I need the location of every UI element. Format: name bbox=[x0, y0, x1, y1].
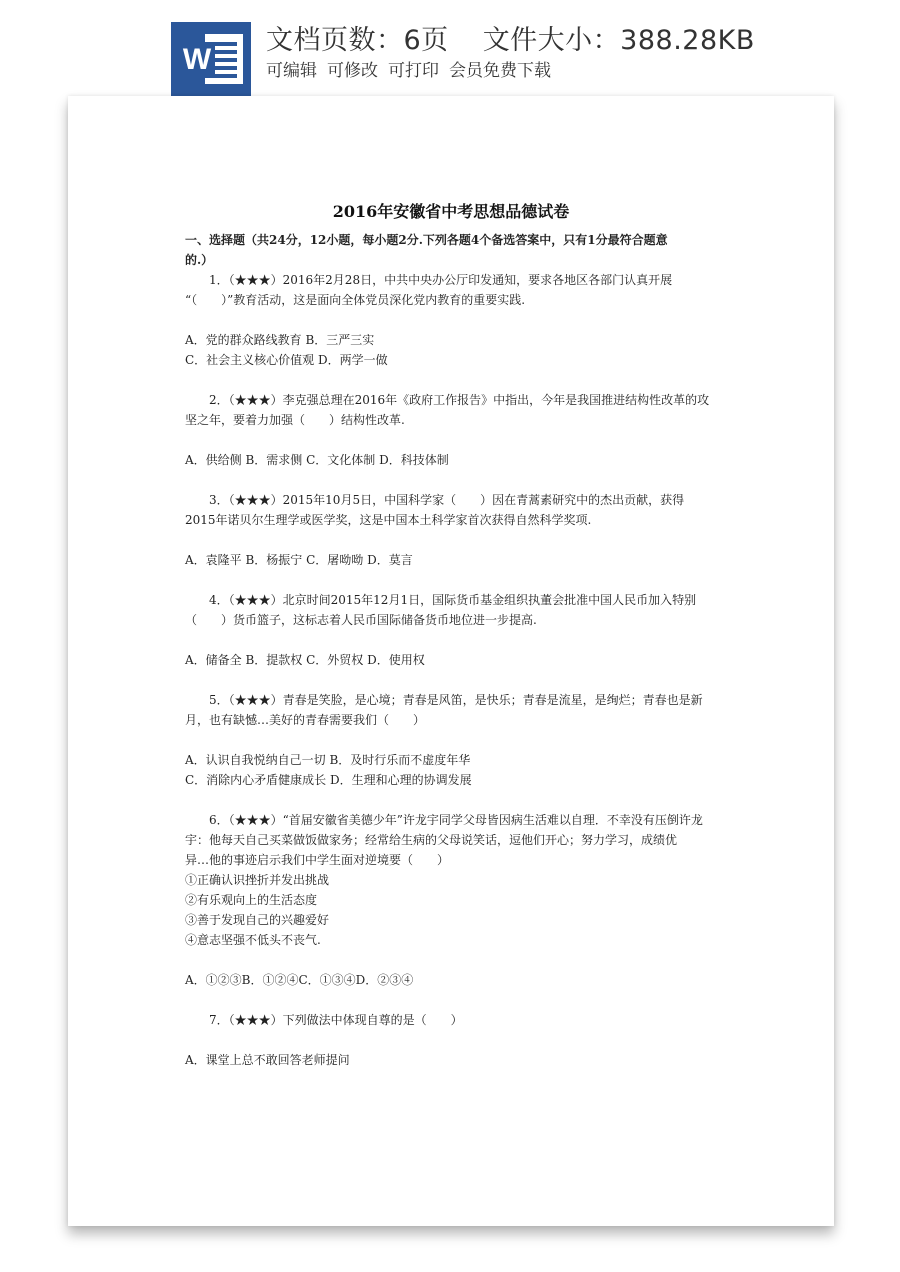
download-banner bbox=[0, 0, 900, 96]
word-doc-icon bbox=[171, 22, 251, 96]
question-6-item-3: ③善于发现自己的兴趣爱好 bbox=[185, 913, 330, 927]
question-6-item-4: ④意志坚强不低头不丧气. bbox=[185, 933, 321, 947]
file-size: 文件大小：388.28KB bbox=[482, 25, 755, 56]
feature-list bbox=[266, 56, 561, 81]
question-5-options-ab: A．认识自我悦纳自己一切 B．及时行乐而不虚度年华 bbox=[185, 753, 471, 767]
question-2: 2．（★★★）李克强总理在2016年《政府工作报告》中指出，今年是我国推进结构性改革的攻 bbox=[209, 393, 710, 407]
question-6-cont-2: 异…他的事迹启示我们中学生面对逆境要（ ） bbox=[185, 853, 450, 867]
feature-member-download: 会员免费下载 bbox=[449, 61, 551, 81]
question-5-cont: 月，也有缺憾…美好的青春需要我们（ ） bbox=[185, 713, 426, 727]
question-3-cont: 2015年诺贝尔生理学或医学奖，这是中国本土科学家首次获得自然科学奖项. bbox=[185, 513, 592, 527]
feature-modifiable: 可修改 bbox=[327, 61, 378, 81]
section-heading-cont: 的.） bbox=[185, 253, 214, 267]
question-1: 1．（★★★）2016年2月28日，中共中央办公厅印发通知，要求各地区各部门认真开展 bbox=[209, 273, 673, 287]
question-7: 7．（★★★）下列做法中体现自尊的是（ ） bbox=[209, 1013, 463, 1027]
question-6-item-2: ②有乐观向上的生活态度 bbox=[185, 893, 318, 907]
document-body bbox=[185, 230, 725, 1070]
question-1-options-ab: A．党的群众路线教育 B．三严三实 bbox=[185, 333, 375, 347]
section-heading: 一、选择题（共24分，12小题，每小题2分.下列各题4个备选答案中，只有1分最符合题意 bbox=[185, 233, 668, 247]
question-4-options: A．储备全 B．提款权 C．外贸权 D．使用权 bbox=[185, 653, 425, 667]
question-6-options: A．①②③B．①②④C．①③④D．②③④ bbox=[185, 973, 414, 987]
question-1-cont: “（ ）”教育活动，这是面向全体党员深化党内教育的重要实践. bbox=[185, 293, 526, 307]
question-2-options: A．供给侧 B．需求侧 C．文化体制 D．科技体制 bbox=[185, 453, 449, 467]
question-6: 6．（★★★）“首届安徽省美德少年”许龙宇同学父母皆因病生活难以自理．不幸没有压倒许龙 bbox=[209, 813, 703, 827]
page-count: 文档页数：6页 bbox=[266, 25, 449, 56]
question-6-item-1: ①正确认识挫折并发出挑战 bbox=[185, 873, 330, 887]
document-page bbox=[68, 96, 834, 1226]
question-4: 4．（★★★）北京时间2015年12月1日，国际货币基金组织执董会批准中国人民币加入特别 bbox=[209, 593, 697, 607]
word-letter: W bbox=[179, 42, 215, 78]
file-info bbox=[266, 18, 755, 57]
document-title: 2016年安徽省中考思想品德试卷 bbox=[332, 202, 570, 221]
question-4-cont: （ ）货币篮子，这标志着人民币国际储备货币地位进一步提高. bbox=[185, 613, 537, 627]
question-3-options: A．袁隆平 B．杨振宁 C．屠呦呦 D．莫言 bbox=[185, 553, 413, 567]
question-3: 3．（★★★）2015年10月5日，中国科学家（ ）因在青蒿素研究中的杰出贡献，获得 bbox=[209, 493, 685, 507]
question-5: 5．（★★★）青春是笑脸，是心境；青春是风笛，是快乐；青春是流星，是绚烂；青春也是新 bbox=[209, 693, 703, 707]
question-6-cont: 宇：他每天自己买菜做饭做家务；经常给生病的父母说笑话，逗他们开心；努力学习，成绩优 bbox=[185, 833, 678, 847]
question-5-options-cd: C．消除内心矛盾健康成长 D．生理和心理的协调发展 bbox=[185, 773, 472, 787]
question-2-cont: 坚之年，要着力加强（ ）结构性改革. bbox=[185, 413, 405, 427]
question-7-option-a: A．课堂上总不敢回答老师提问 bbox=[185, 1053, 350, 1067]
question-1-options-cd: C．社会主义核心价值观 D．两学一做 bbox=[185, 353, 388, 367]
feature-printable: 可打印 bbox=[388, 61, 439, 81]
feature-editable: 可编辑 bbox=[266, 61, 317, 81]
